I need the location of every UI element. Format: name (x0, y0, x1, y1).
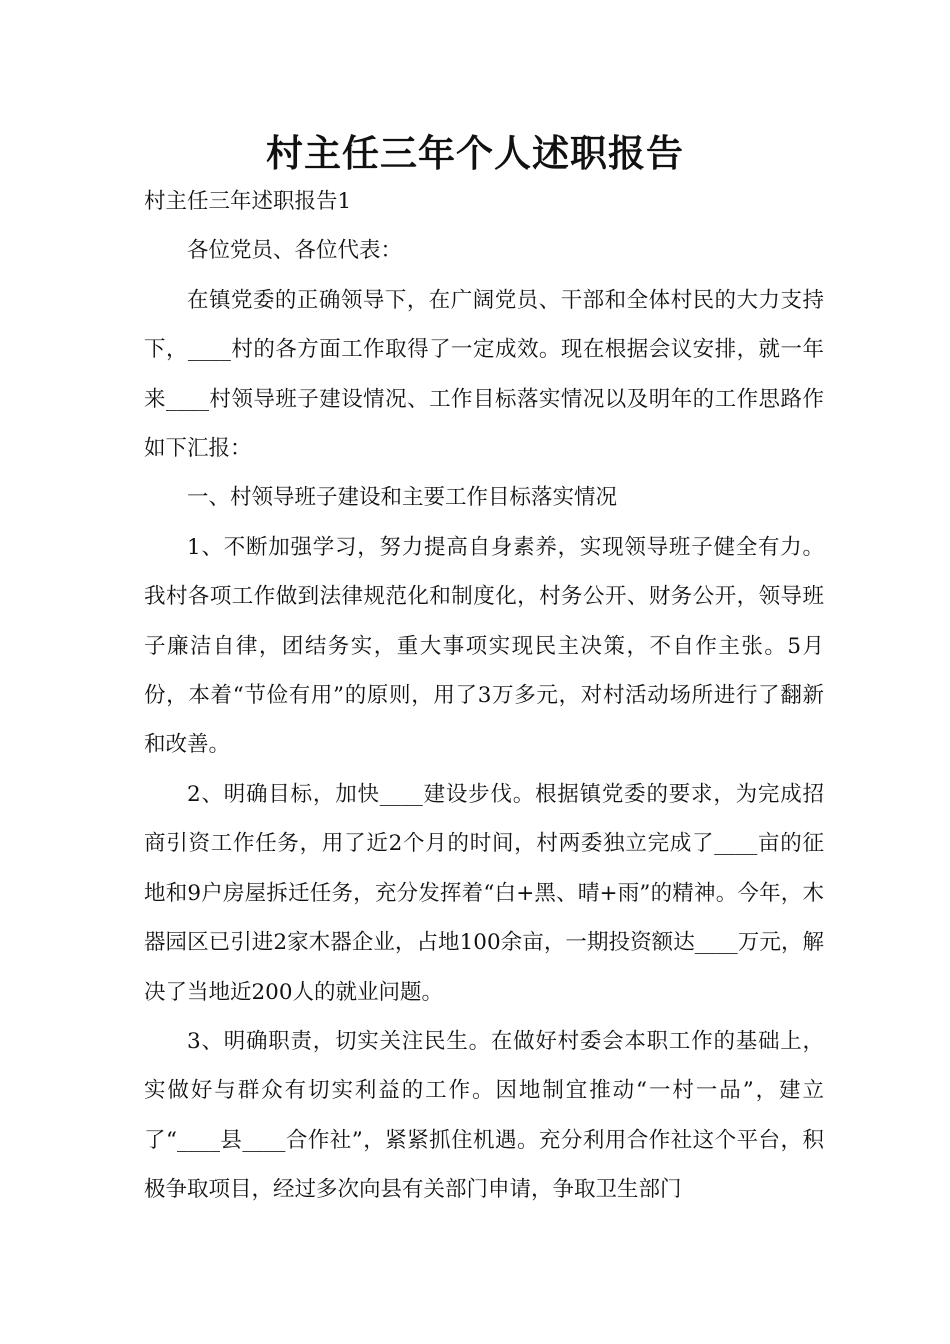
item-paragraph-1: 1、不断加强学习，努力提高自身素养，实现领导班子健全有力。我村各项工作做到法律规范化和制度化，村务公开、财务公开，领导班子廉洁自律，团结务实，重大事项实现民主决策，不自作主张。5月份，本着“节俭有用”的原则，用了3万多元，对村活动场所进行了翻新和改善。 (144, 534, 824, 758)
item-paragraph-2: 2、明确目标，加快____建设步伐。根据镇党委的要求，为完成招商引资工作任务，用了近2个月的时间，村两委独立完成了____亩的征地和9户房屋拆迁任务，充分发挥着“白+黑、晴+雨”的精神。今年，木器园区已引进2家木器企业，占地100余亩，一期投资额达____万元，解决了当地近200人的就业问题。 (144, 781, 824, 1005)
intro-paragraph: 在镇党委的正确领导下，在广阔党员、干部和全体村民的大力支持下，____村的各方面工作取得了一定成效。现在根据会议安排，就一年来____村领导班子建设情况、工作目标落实情况以及明年的工作思路作如下汇报： (144, 287, 824, 462)
document-body (144, 177, 824, 1215)
document-title: 村主任三年个人述职报告 (266, 131, 684, 175)
item-paragraph-3: 3、明确职责，切实关注民生。在做好村委会本职工作的基础上，实做好与群众有切实利益的工作。因地制宜推动“一村一品”，建立了“____县____合作社”，紧紧抓住机遇。充分利用合作社这个平台，积极争取项目，经过多次向县有关部门申请，争取卫生部门 (144, 1028, 824, 1203)
section-heading: 一、村领导班子建设和主要工作目标落实情况 (187, 485, 618, 511)
document-subtitle: 村主任三年述职报告1 (144, 189, 352, 214)
salutation-paragraph: 各位党员、各位代表： (187, 238, 403, 264)
